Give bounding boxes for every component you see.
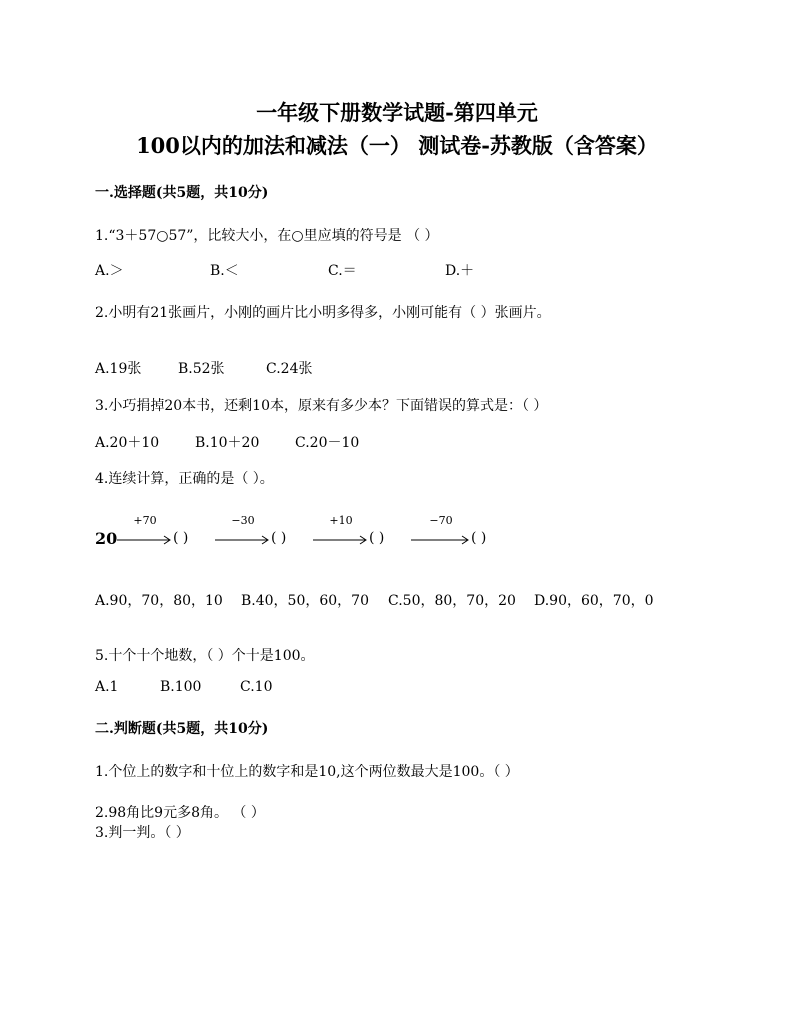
q1-option-c[interactable]: C.＝ [328, 263, 357, 279]
chain-arrow-4 [411, 514, 471, 548]
q1-option-a[interactable]: A.＞ [95, 263, 124, 279]
question-5: 5.十个十个地数，（ ）个十是100。 [95, 648, 315, 664]
q2-option-b[interactable]: B.52张 [178, 361, 225, 377]
chain-step-2-label: −30 [231, 514, 255, 527]
judgement-question-1: 1.个位上的数字和十位上的数字和是10,这个两位数最大是100。（ ） [95, 764, 519, 780]
arrow-right-icon [117, 528, 173, 548]
q1-option-b[interactable]: B.＜ [210, 263, 239, 279]
arrow-right-icon [313, 528, 369, 548]
chain-start-number: 20 [95, 529, 118, 548]
chain-blank-4[interactable]: ( ) [471, 530, 487, 546]
chain-blank-1[interactable]: ( ) [173, 530, 189, 546]
arrow-right-icon [215, 528, 271, 548]
section-2-heading: 二.判断题(共5题，共10分) [95, 721, 269, 737]
section-1-heading: 一.选择题(共5题，共10分) [95, 185, 269, 201]
chain-step-4-label: −70 [429, 514, 453, 527]
q1-option-d[interactable]: D.＋ [445, 263, 475, 279]
question-1: 1.“3＋57○57”，比较大小，在○里应填的符号是 （ ） [95, 228, 439, 244]
q5-option-b[interactable]: B.100 [160, 679, 202, 695]
q3-option-a[interactable]: A.20＋10 [95, 435, 160, 451]
title-line-1: 一年级下册数学试题-第四单元 [256, 100, 538, 125]
title-line-2: 100以内的加法和减法（一） 测试卷-苏教版（含答案） [136, 133, 658, 158]
q5-option-a[interactable]: A.1 [95, 679, 119, 695]
judgement-question-3: 3.判一判。（ ） [95, 825, 190, 841]
question-2: 2.小明有21张画片，小刚的画片比小明多得多，小刚可能有（ ）张画片。 [95, 305, 551, 321]
chain-arrow-1 [117, 514, 173, 548]
q4-option-a[interactable]: A.90，70，80，10 [95, 593, 223, 609]
q2-option-c[interactable]: C.24张 [266, 361, 313, 377]
arrow-right-icon [411, 528, 471, 548]
chain-arrow-3 [313, 514, 369, 548]
chain-step-3-label: +10 [329, 514, 353, 527]
q4-option-d[interactable]: D.90，60，70，0 [534, 593, 654, 609]
judgement-question-2: 2.98角比9元多8角。 （ ） [95, 805, 265, 821]
q4-option-b[interactable]: B.40，50，60，70 [241, 593, 369, 609]
question-4: 4.连续计算，正确的是（ ）。 [95, 471, 274, 487]
question-3: 3.小巧捐掉20本书，还剩10本，原来有多少本？下面错误的算式是：（ ） [95, 398, 548, 414]
q2-option-a[interactable]: A.19张 [95, 361, 142, 377]
q3-option-b[interactable]: B.10＋20 [195, 435, 260, 451]
chain-blank-3[interactable]: ( ) [369, 530, 385, 546]
q4-option-c[interactable]: C.50，80，70，20 [388, 593, 516, 609]
q3-option-c[interactable]: C.20－10 [295, 435, 360, 451]
q5-option-c[interactable]: C.10 [240, 679, 273, 695]
chain-arrow-2 [215, 514, 271, 548]
chain-step-1-label: +70 [133, 514, 157, 527]
chain-blank-2[interactable]: ( ) [271, 530, 287, 546]
